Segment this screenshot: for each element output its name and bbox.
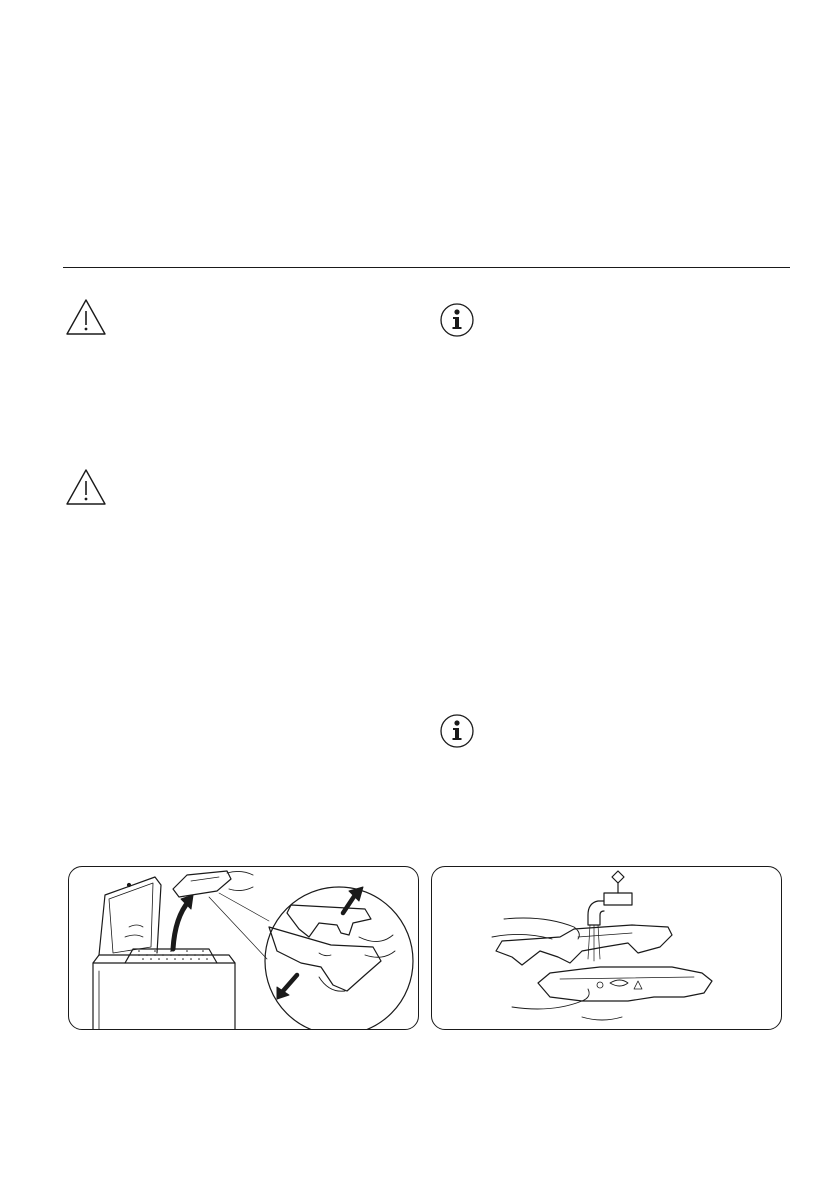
section-divider [63, 267, 790, 268]
warning-triangle-icon [65, 298, 107, 341]
rinse-dispenser-under-tap-illustration [431, 866, 782, 1030]
remove-detergent-dispenser-illustration [68, 866, 419, 1030]
info-circle-icon [439, 302, 475, 343]
info-circle-icon [439, 713, 475, 754]
warning-triangle-icon [65, 468, 107, 511]
